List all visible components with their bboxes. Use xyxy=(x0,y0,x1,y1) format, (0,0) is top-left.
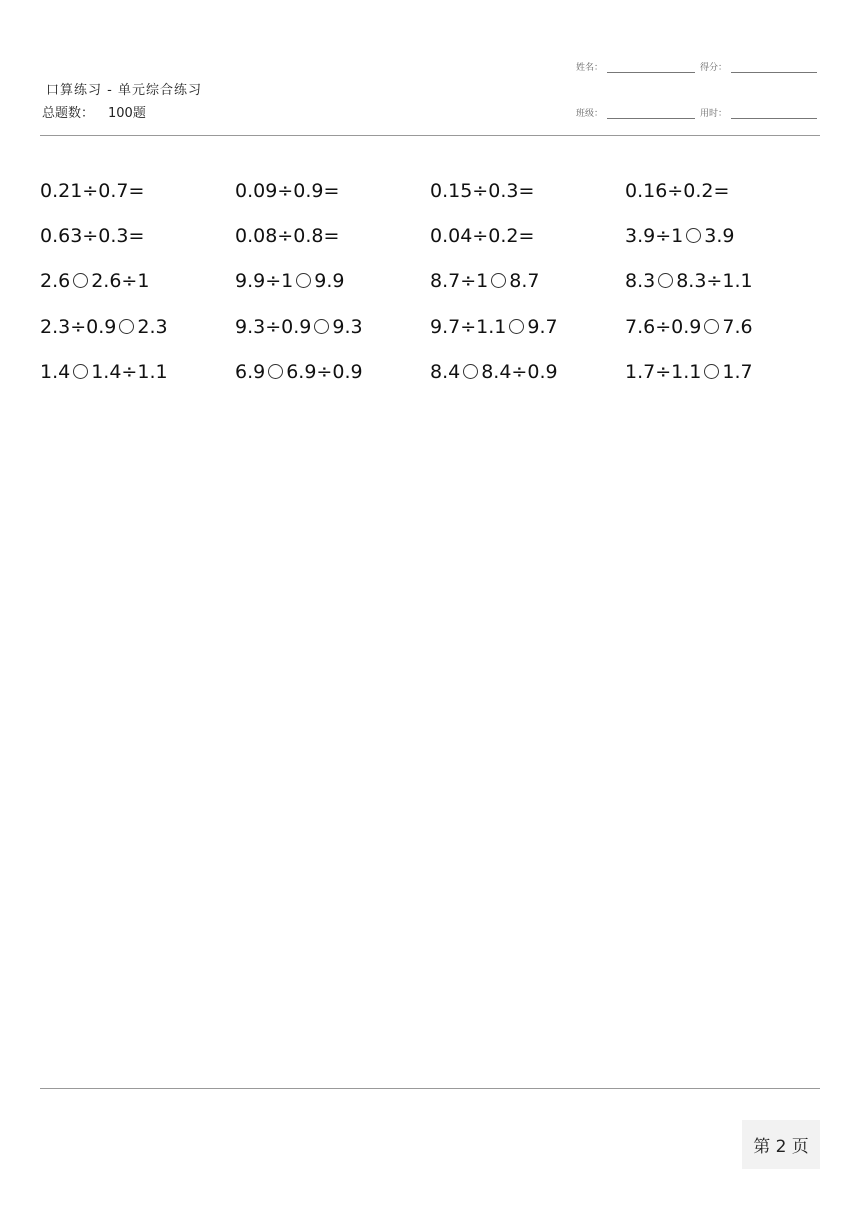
score-label: 得分： xyxy=(700,63,728,73)
total-count-label: 总题数： xyxy=(42,106,95,121)
compare-circle[interactable] xyxy=(296,273,311,288)
compare-circle[interactable] xyxy=(658,273,673,288)
problem-left: 7.6÷0.9 xyxy=(625,315,702,338)
name-field[interactable] xyxy=(576,60,695,73)
problem-right: 9.7 xyxy=(527,315,558,338)
problem-right: 1.7 xyxy=(722,360,753,383)
problem-left: 0.63÷0.3= xyxy=(40,224,145,247)
total-count-value: 100题 xyxy=(108,106,146,121)
problem-left: 3.9÷1 xyxy=(625,224,684,247)
problem-row xyxy=(40,259,820,304)
problem-right: 8.3÷1.1 xyxy=(676,270,753,293)
problem-left: 0.09÷0.9= xyxy=(235,179,340,202)
compare-circle[interactable] xyxy=(119,319,134,334)
problem-right: 2.6÷1 xyxy=(91,270,150,293)
problem-item xyxy=(430,316,625,338)
problem-item xyxy=(430,361,625,383)
problem-item xyxy=(430,225,625,247)
problem-item xyxy=(40,225,235,247)
score-field[interactable] xyxy=(700,60,817,73)
compare-circle[interactable] xyxy=(463,364,478,379)
score-blank[interactable] xyxy=(731,62,817,73)
problem-item xyxy=(235,225,430,247)
name-blank[interactable] xyxy=(607,62,695,73)
class-label: 班级： xyxy=(576,109,604,119)
problem-item xyxy=(40,180,235,202)
compare-circle[interactable] xyxy=(704,319,719,334)
problem-item xyxy=(235,270,430,292)
worksheet-title: 口算练习 - 单元综合练习 xyxy=(46,83,202,98)
problem-right: 7.6 xyxy=(722,315,753,338)
header-divider xyxy=(40,135,820,136)
compare-circle[interactable] xyxy=(73,273,88,288)
problem-right: 9.9 xyxy=(314,270,345,293)
problem-item xyxy=(625,225,820,247)
problem-left: 9.3÷0.9 xyxy=(235,315,312,338)
problem-item xyxy=(235,316,430,338)
compare-circle[interactable] xyxy=(314,319,329,334)
problem-row xyxy=(40,349,820,394)
page-number: 第 2 页 xyxy=(742,1120,820,1169)
problem-left: 9.7÷1.1 xyxy=(430,315,507,338)
problem-right: 1.4÷1.1 xyxy=(91,360,168,383)
problem-left: 0.15÷0.3= xyxy=(430,179,535,202)
problem-item xyxy=(40,316,235,338)
time-blank[interactable] xyxy=(731,108,817,119)
problem-left: 0.08÷0.8= xyxy=(235,224,340,247)
problem-right: 8.4÷0.9 xyxy=(481,360,558,383)
problem-grid xyxy=(40,168,820,394)
problem-item xyxy=(40,270,235,292)
problem-item xyxy=(40,361,235,383)
total-count xyxy=(42,102,146,121)
compare-circle[interactable] xyxy=(686,228,701,243)
problem-item xyxy=(430,270,625,292)
problem-item xyxy=(625,270,820,292)
problem-left: 2.6 xyxy=(40,270,71,293)
class-field[interactable] xyxy=(576,106,695,119)
problem-right: 3.9 xyxy=(704,224,735,247)
problem-left: 0.21÷0.7= xyxy=(40,179,145,202)
compare-circle[interactable] xyxy=(704,364,719,379)
compare-circle[interactable] xyxy=(268,364,283,379)
problem-left: 0.04÷0.2= xyxy=(430,224,535,247)
problem-item xyxy=(430,180,625,202)
problem-item xyxy=(625,361,820,383)
problem-row xyxy=(40,168,820,213)
problem-row xyxy=(40,304,820,349)
problem-left: 8.7÷1 xyxy=(430,270,489,293)
class-blank[interactable] xyxy=(607,108,695,119)
problem-right: 9.3 xyxy=(332,315,363,338)
problem-left: 9.9÷1 xyxy=(235,270,294,293)
problem-item xyxy=(625,180,820,202)
compare-circle[interactable] xyxy=(509,319,524,334)
time-field[interactable] xyxy=(700,106,817,119)
problem-left: 2.3÷0.9 xyxy=(40,315,117,338)
problem-right: 2.3 xyxy=(137,315,168,338)
problem-right: 8.7 xyxy=(509,270,540,293)
problem-item xyxy=(625,316,820,338)
time-label: 用时： xyxy=(700,109,728,119)
footer-divider xyxy=(40,1088,820,1089)
problem-left: 1.7÷1.1 xyxy=(625,360,702,383)
problem-left: 8.3 xyxy=(625,270,656,293)
problem-left: 6.9 xyxy=(235,360,266,383)
name-label: 姓名： xyxy=(576,63,604,73)
problem-row xyxy=(40,213,820,258)
problem-left: 8.4 xyxy=(430,360,461,383)
problem-left: 0.16÷0.2= xyxy=(625,179,730,202)
compare-circle[interactable] xyxy=(73,364,88,379)
compare-circle[interactable] xyxy=(491,273,506,288)
problem-left: 1.4 xyxy=(40,360,71,383)
problem-item xyxy=(235,180,430,202)
problem-item xyxy=(235,361,430,383)
problem-right: 6.9÷0.9 xyxy=(286,360,363,383)
